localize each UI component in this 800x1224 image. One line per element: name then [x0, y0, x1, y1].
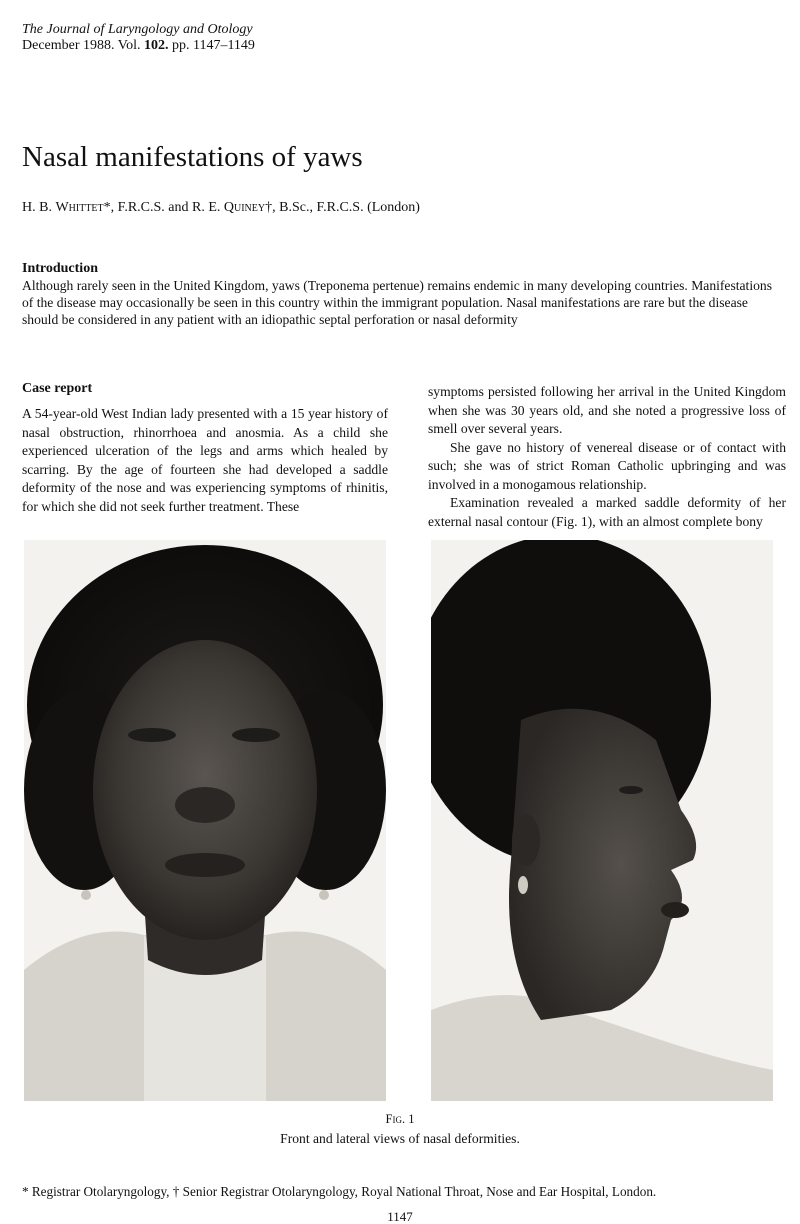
page-number: 1147 [387, 1209, 413, 1224]
body-paragraph: She gave no history of venereal disease or of contact with such; she was of strict Roman Catholic upbringing and was involved in a monogamous relationship. [428, 439, 786, 492]
figure-caption: Front and lateral views of nasal deformities. [280, 1131, 520, 1146]
body-paragraph: A 54-year-old West Indian lady presented with a 15 year history of nasal obstruction, rhinorrhoea and anosmia. As a child she experienced ulceration of the legs and arms which healed by scarring. By the age of fourteen she had developed a saddle deformity of the nose and was experiencing symptoms of rhinitis, for which she did not seek further treatment. These [22, 406, 388, 514]
figure-label [0, 1111, 800, 1127]
author1-surname: Whittet [55, 200, 104, 215]
author1-credentials: *, F.R.C.S. and R. E. [103, 200, 224, 215]
case-report-right-column [428, 383, 786, 531]
journal-issue-line [22, 38, 255, 54]
issue-date: December 1988. Vol. [22, 38, 144, 53]
lateral-view-illustration [431, 540, 773, 1101]
volume-number: 102. [143, 38, 169, 53]
case-report-left-column [22, 405, 388, 516]
figure-front-view-photo [24, 540, 386, 1101]
figure-label-text: Fig. 1 [385, 1112, 415, 1126]
journal-title: The Journal of Laryngology and Otology [22, 22, 253, 37]
author-affiliation-footnote: * Registrar Otolaryngology, † Senior Registrar Otolaryngology, Royal National Throat, Nose and Ear Hospital, London. [22, 1184, 657, 1199]
author2-credentials: †, B.Sc., F.R.C.S. (London) [265, 200, 420, 215]
author2-surname: Quiney [223, 200, 266, 215]
page-range: pp. 1147–1149 [168, 38, 255, 53]
body-paragraph: Examination revealed a marked saddle deformity of her external nasal contour (Fig. 1), with an almost complete bony [428, 495, 786, 529]
author1-initials: H. B. [22, 200, 56, 215]
introduction-heading: Introduction [22, 261, 98, 276]
author-line [22, 199, 420, 217]
introduction-paragraph: Although rarely seen in the United Kingdom, yaws (Treponema pertenue) remains endemic in many developing countries. Manifestations of the disease may occasionally be seen in this country within the immigrant population. Nasal manifestations are rare but the disease should be considered in any patient with an idiopathic septal perforation or nasal deformity [22, 278, 772, 327]
front-view-illustration [24, 540, 386, 1101]
article-title: Nasal manifestations of yaws [22, 141, 363, 173]
figure-lateral-view-photo [431, 540, 773, 1101]
body-paragraph: symptoms persisted following her arrival in the United Kingdom when she was 30 years old, and she noted a progressive loss of smell over several years. [428, 384, 786, 436]
case-report-heading: Case report [22, 381, 93, 396]
